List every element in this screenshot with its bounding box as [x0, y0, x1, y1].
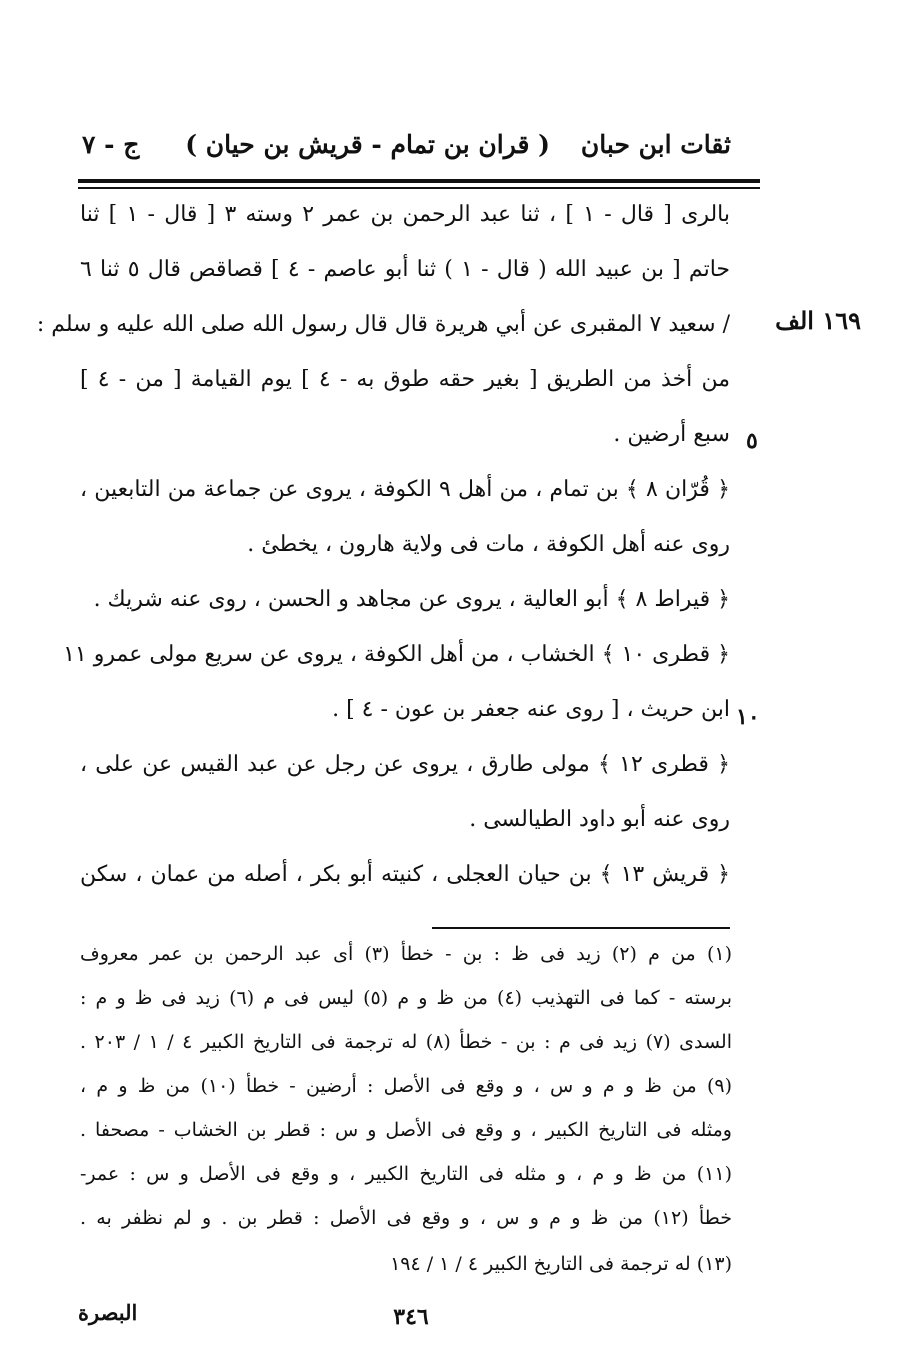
header-book-title: ثقات ابن حبان	[580, 130, 731, 159]
line-number-10: ١٠	[736, 704, 760, 730]
body-line: ابن حريث ، [ روى عنه جعفر بن عون - ٤ ] .	[332, 697, 730, 722]
footnote-line: (١١) من ظ و م ، و مثله فى التاريخ الكبير ، و وقع فى الأصل و س : عمر-	[80, 1163, 732, 1185]
footnote-line: (٩) من ظ و م و س ، و وقع فى الأصل : أرضين - خطأ (١٠) من ظ و م ،	[80, 1075, 732, 1097]
footnote-line: (١) من م (٢) زيد فى ظ : بن - خطأ (٣) أى عبد الرحمن بن عمر معروف	[80, 943, 732, 965]
body-line: روى عنه أبو داود الطيالسى .	[469, 807, 730, 832]
header-section-range: ( قران بن تمام - قريش بن حيان )	[185, 130, 550, 159]
body-line: ﴿ قُرّان ٨ ﴾ بن تمام ، من أهل ٩ الكوفة ، يروى عن جماعة من التابعين ،	[80, 477, 730, 502]
body-line: من أخذ من الطريق [ بغير حقه طوق به - ٤ ] يوم القيامة [ من - ٤ ]	[80, 367, 730, 392]
page-number: ٣٤٦	[393, 1304, 429, 1330]
footnote-line: خطأ (١٢) من ظ و م و س ، و وقع فى الأصل : قطر بن . و لم نظفر به .	[80, 1207, 732, 1229]
body-line: بالرى [ قال - ١ ] ، ثنا عبد الرحمن بن عمر ٢ وسته ٣ [ قال - ١ ] ثنا	[80, 202, 730, 227]
footnote-line: السدى (٧) زيد فى م : بن - خطأ (٨) له ترجمة فى التاريخ الكبير ٤ / ١ / ٢٠٣ .	[80, 1031, 732, 1053]
header-volume: ج - ٧	[82, 130, 140, 159]
body-line: ﴿ قريش ١٣ ﴾ بن حيان العجلى ، كنيته أبو بكر ، أصله من عمان ، سكن	[80, 862, 731, 887]
press-name: البصرة	[78, 1300, 138, 1325]
body-line: / سعيد ٧ المقبرى عن أبي هريرة قال قال رسول الله صلى الله عليه و سلم :	[36, 312, 730, 337]
body-line: ﴿ قطرى ١٠ ﴾ الخشاب ، من أهل الكوفة ، يروى عن سريع مولى عمرو ١١	[63, 642, 730, 667]
body-line: روى عنه أهل الكوفة ، مات فى ولاية هارون ، يخطئ .	[247, 532, 730, 557]
body-line: ﴿ قطرى ١٢ ﴾ مولى طارق ، يروى عن رجل عن عبد القيس عن على ،	[80, 752, 730, 777]
body-line: ﴿ قيراط ٨ ﴾ أبو العالية ، يروى عن مجاهد و الحسن ، روى عنه شريك .	[93, 587, 730, 612]
footnote-line: (١٣) له ترجمة فى التاريخ الكبير ٤ / ١ / ١٩٤	[390, 1253, 732, 1275]
header-rule-thick	[78, 179, 760, 183]
body-line: سبع أرضين .	[613, 422, 730, 447]
footnote-line: برسته - كما فى التهذيب (٤) من ظ و م (٥) ليس فى م (٦) زيد فى ظ و م :	[80, 987, 733, 1009]
footnote-separator	[432, 927, 730, 929]
header-rule-thin	[78, 187, 760, 189]
body-line: حاتم [ بن عبيد الله ( قال - ١ ) ثنا أبو عاصم - ٤ ] قصاقص قال ٥ ثنا ٦	[80, 257, 731, 282]
line-number-5: ٥	[746, 428, 758, 454]
margin-folio-note: ١٦٩ الف	[775, 306, 861, 335]
footnote-line: ومثله فى التاريخ الكبير ، و وقع فى الأصل و س : قطر بن الخشاب - مصحفا .	[80, 1119, 732, 1141]
